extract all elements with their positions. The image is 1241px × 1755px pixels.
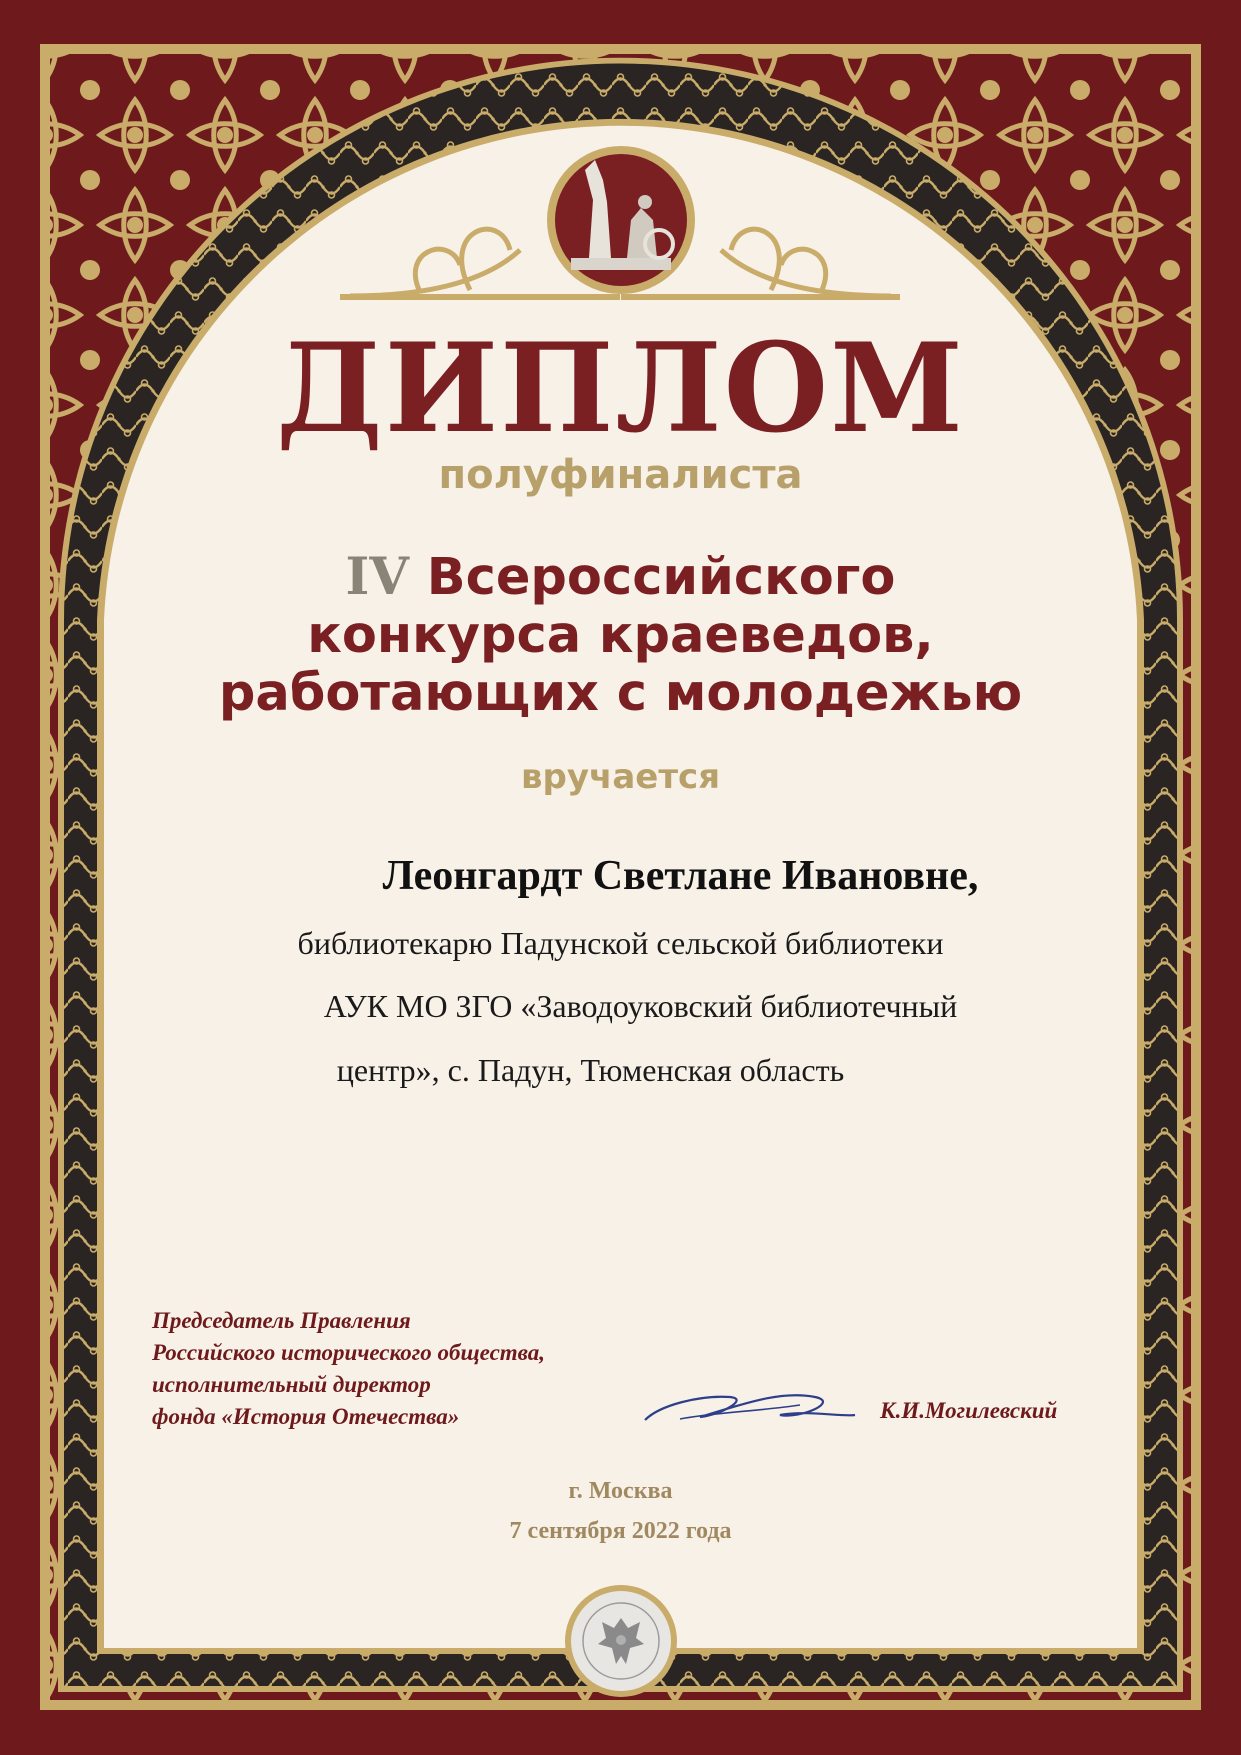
signatory-line-4: фонда «История Отечества» (152, 1404, 460, 1429)
recipient-organization: АУК МО ЗГО «Заводоуковский библиотечный (323, 988, 958, 1024)
contest-title (0, 548, 1241, 723)
issue-city: г. Москва (568, 1478, 673, 1504)
contest-line-1-text: Всероссийского (426, 548, 896, 607)
contest-line-3: работающих с молодежью (218, 664, 1023, 723)
diploma-subtitle: полуфиналиста (438, 452, 803, 498)
signatory-line-2: Российского исторического общества, (152, 1340, 546, 1365)
contest-line-2: конкурса краеведов, (307, 606, 934, 665)
signatory-line-3: исполнительный директор (152, 1372, 431, 1397)
minin-pozharsky-emblem (511, 140, 731, 305)
signatory-line-1: Председатель Правления (152, 1308, 411, 1333)
recipient-name: Леонгардт Светлане Ивановне, (382, 853, 979, 899)
recipient-position: библиотекарю Падунской сельской библиотеки (297, 925, 944, 961)
diploma-title: ДИПЛОМ (276, 316, 965, 461)
recipient-location: центр», с. Падун, Тюменская область (336, 1052, 845, 1088)
issue-date: 7 сентября 2022 года (509, 1518, 732, 1544)
contest-roman-number: IV (345, 547, 409, 607)
handwritten-signature (640, 1375, 860, 1435)
awarded-label: вручается (520, 757, 721, 797)
double-headed-eagle-seal (562, 1582, 680, 1700)
signatory-name: К.И.Могилевский (880, 1398, 1058, 1423)
signatory-title (152, 1305, 712, 1433)
contest-line-1 (0, 548, 1241, 607)
